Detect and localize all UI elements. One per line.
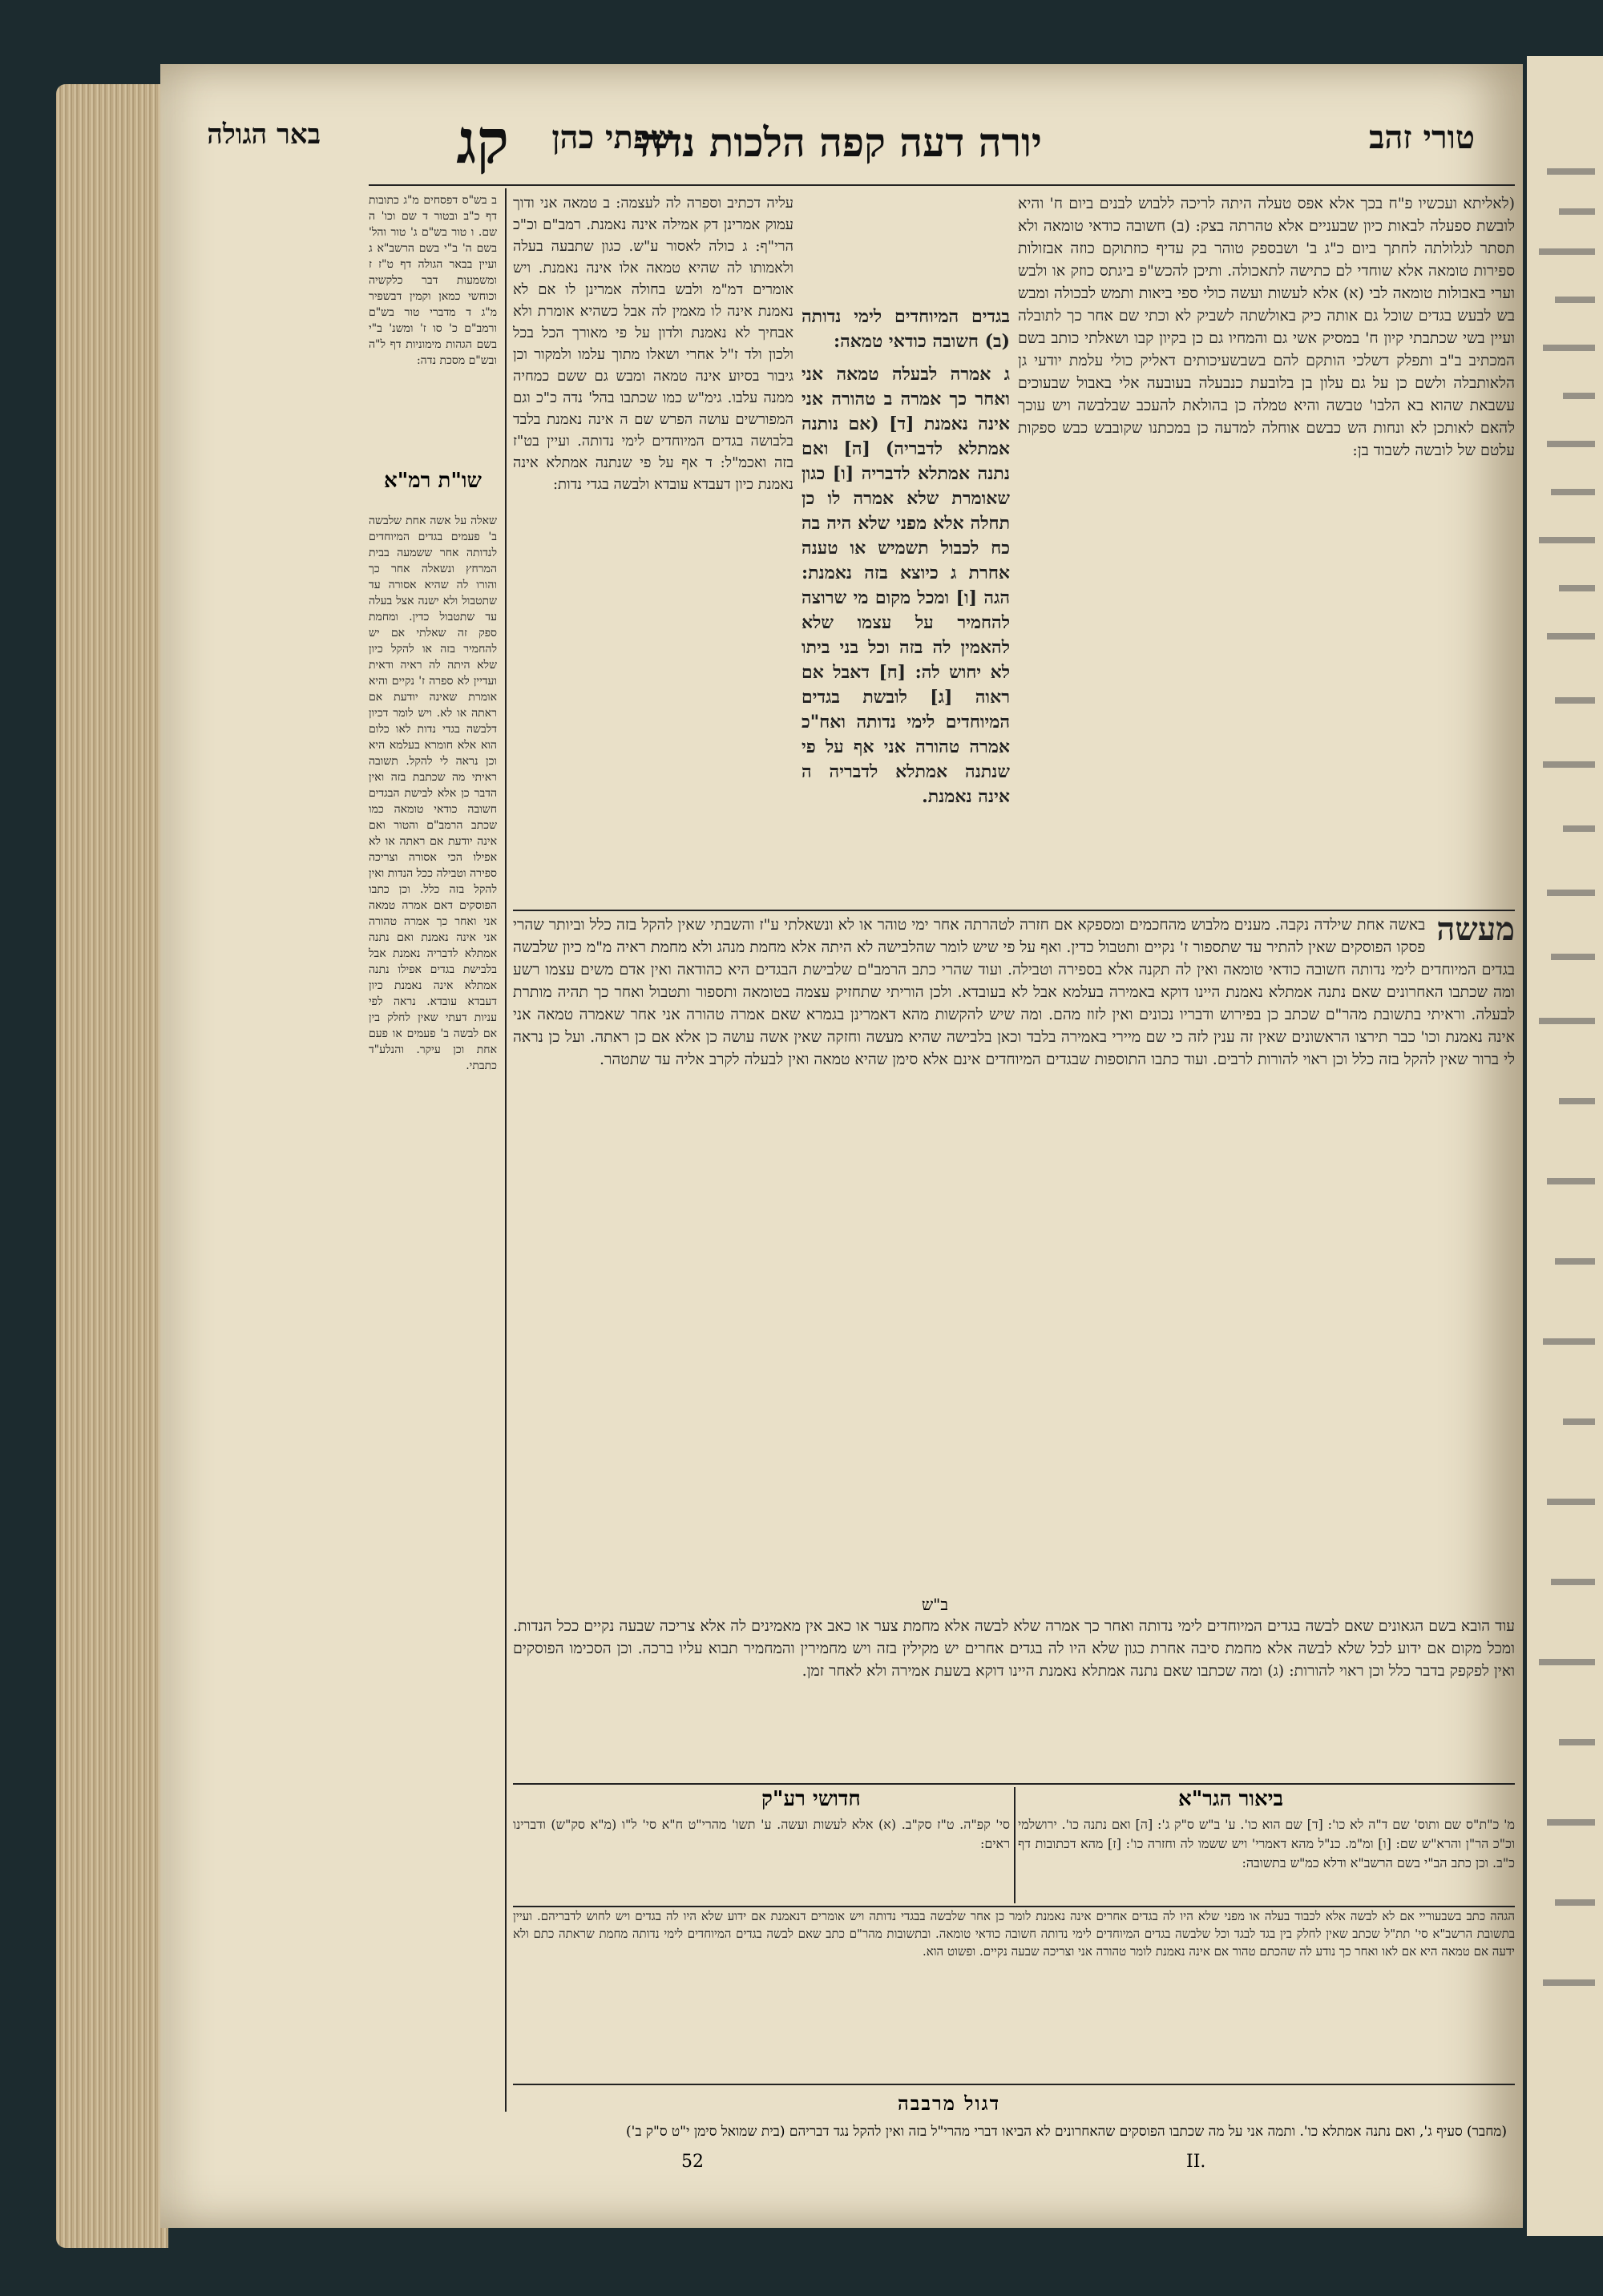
book-page-edges	[56, 84, 168, 2248]
section-separator: ב"ש	[922, 1595, 948, 1614]
biur-hagra-column	[1018, 1815, 1515, 1903]
shulchan-aruch-text	[802, 305, 1010, 906]
header-rule	[369, 184, 1515, 186]
main-text-body: ג אמרה לבעלה טמאה אני ואחר כך אמרה ב טהורה אני אינה נאמנת [ד] (אם נותנה אמתלא לדבריה) [ה] ואם נתנה אמתלא לדבריה [ו] כגון שאומרת שלא אמרה לו כן תחלה אלא מפני שלא היה בה כח לכבול תשמיש או טענה אחרת ג כיוצא בזה נאמנת: הגה [ו] ומכל מקום מי שרוצה להחמיר על עצמו שלא להאמין לה בזה וכל בני ביתו לא יחוש לה: [ח] דאבל אם ראוה [ג] לובשת בגדים המיוחדים לימי נדותה ואח"כ אמרה טהורה אני אף על פי שנתנה אמתלא לדבריה ה אינה נאמנת.	[802, 364, 1010, 807]
biur-hagra-title: ביאור הגר"א	[1178, 1787, 1284, 1811]
story-rule	[513, 910, 1515, 911]
header-turei-zahav: טורי זהב	[1369, 119, 1475, 156]
header-folio-number: קג	[456, 106, 509, 177]
header-section-title: יורה דעה קפה הלכות נדה	[640, 119, 1042, 166]
continuation-text: עוד הובא בשם הגאונים שאם לבשה בגדים המיוחדים לימי נדותה ואחר כך אמרה שלא לבשה אלא מחמת צער או כאב אין מאמינים לה אלא צריכה שבעה נקיים ככל הנדות. ומכל מקום אם ידוע לכל שלא לבשה אלא מחמת סיבה אחרת כגון שלא היו לה בגדים אחרים יש מקילין בזה ויש מחמירין והמחמיר תבוא עליו ברכה. וכן הסכימו הפוסקים ואין לפקפק בדבר כלל וכן ראוי להורות: (ג) ומה שכתבו שאם נתנה אמתלא נאמנת היינו דוקא בשעת אמירה ולא לאחר זמן.	[513, 1617, 1515, 1680]
header-siftei-kohen: שפתי כהן	[551, 119, 673, 156]
main-text-column	[802, 192, 1010, 297]
siftei-kohen-column	[513, 192, 793, 906]
commentary-divider	[1014, 1787, 1016, 1903]
header-beer-hagolah: באר הגולה	[207, 119, 321, 151]
continuation-section	[513, 1615, 1515, 1783]
signature-rule	[513, 2084, 1515, 2085]
shut-rema-title: שו"ת רמ"א	[384, 469, 482, 493]
column-divider	[505, 188, 507, 2112]
dagul-merevavah-text: (מחבר) סעיף ג', ואם נתנה אמתלא כו'. ותמה אני על מה שכתבו הפוסקים שהאחרונים לא הביאו דברי מהרי"ל בזה ואין להקל נגד דבריהם (בית שמואל סימן י"ט ס"ק ב')	[626, 2124, 1507, 2140]
chidushei-rak-title: חדושי רע"ק	[761, 1787, 861, 1811]
running-header	[184, 106, 1507, 184]
main-text-title: בגדים המיוחדים לימי נדותה (ב) חשובה כודאי טמאה:	[802, 306, 1010, 352]
footnotes-section	[513, 1907, 1515, 2100]
beer-hagolah-column	[369, 192, 497, 489]
beer-hagolah-text: ב בש"ס דפסחים מ"ג כתובות דף כ"ב ובטור ד שם וכו' ה שם. ו טור בש"ם ג' טור והל' בשם ה' ב"י בשם הרשב"א ג ועיין בבאר הגולה דף ט"ז ז ומשמעות דבר כלקשיה וכוחשי כמאן וקמין דבשפיר מ"ג ד מדברי טור בש"ם ורמב"ם כ' סו ז' ומשנ' ב"י בשם הגהות מימוניות דף ל"ה ובש"ם מסכת נדה:	[369, 194, 497, 367]
biur-hagra-text: מ' כ"ת"ס שם ותוס' שם ד"ה לא כו': [ד] שם הוא כו'. ע' ב"ש ס"ק ג': [ה] ואם נתנה כו'. ירושלמי וכ"כ הר"ן והרא"ש שם: [ו] ומ"מ. כנ"ל מהא דאמרי' ויש ששמו לה וחזרה כו': [ז] מהא דכתובות דף כ"ב. וכן כתב הב"י בשם הרשב"א ודלא כמ"ש בתשובה:	[1018, 1817, 1515, 1870]
turei-zahav-column	[1018, 192, 1515, 825]
dagul-merevavah-title: דגול מרבבה	[898, 2092, 1001, 2115]
footnotes-text: הגהה כתב בשבעוריי אם לא לבשה אלא לכבוד בעלה או מפני שלא היו לה בגדים אחרים אינה נאמנת לומר כן אחר שלבשה בבגדי נדותה ויש אומרים דנאמנת אם ידוע שלא היו לה בגדים ויש לחוש לדבריהם. ועיין בתשובת הרשב"א סי' תת"ל שכתב שאין לחלק בין בגד לבגד וכל שלבשה בגדים המיוחדים לימי נדותה חשובה כודאי טומאה. ובתשובות מהר"ם כתב שאם לבשה בגדים המיוחדים לימי נדותה מחמת שראתה כתם ולא ידעה אם טמאה היא אם לאו ואחר כך נודע לה שהכתם טהור אם אינה נאמנת לומר טהורה אני וצריכה שבעה נקיים. ופשוט הוא.	[513, 1909, 1515, 1959]
chidushei-rak-column	[513, 1815, 1010, 1903]
siftei-kohen-text: עליה דכתיב וספרה לה לעצמה: ב טמאה אני ודוך עמוק אמרינן דק אמילה אינה נאמנת. רמב"ם וכ"כ הרי"ף: ג כולה לאסור ע"ש. כגון שתבעה בעלה ולאמותו לה שהיא טמאה אלו אינה נאמנת. ויש אומרים דמ"מ ולבש בחולה אמרינן לו אם לא נאמנת אינה לו מאמין לה אבל כשהיא אומרת ולא אבחיך לא נאמנת ולדון על פי מאורך הכל בכל ולכון ולד ז"ל אחרי ושאלו מתוך עלמו ולמקור וכן גיבור בסיוע אינה טמאה ומבש גם ששם כמחיה ממנה עלבו. גימ"ש כמו שכתבו בהל' נדה כ"כ וגם המפורשים עושה הפרש שם ה אינה נאמנת בלבד בלבושה בגדים המיוחדים לימי נדותה. ועיין בט"ז בזה ואכמ"ל: ד אף על פי שנתנה אמתלא אינה נאמנת כיון דעבדא עובדא ולבשה בגדי נדות:	[513, 195, 793, 493]
maaseh-section	[513, 914, 1515, 1595]
page-number: 52	[681, 2152, 704, 2172]
shut-rema-text: שאלה על אשה אחת שלבשה ב' פעמים בגדים המיוחדים לנדותה אחר ששמעה בבית המרחץ ונשאלה אחר כך והורו לה שהיא אסורה עד שתטבול ולא ישנה אצל בעלה עד שתטבול כדין. ומחמת ספק זה שאלתי אם יש להחמיר בזה או להקל כיון שלא היתה לה ראיה ודאית ועדיין לא ספרה ז' נקיים והיא אומרת שאינה יודעת אם ראתה או לא. ויש לומר דכיון דלבשה בגדי נדות לאו כלום הוא אלא חומרא בעלמא היא וכן נראה לי להקל. תשובה ראיתי מה שכתבת בזה ואין הדבר כן אלא לבישת הבגדים חשובה כודאי טומאה כמו שכתב הרמב"ם והטור ואם אינה יודעת אם ראתה או לא אפילו הכי אסורה וצריכה ספירה וטבילה ככל הנדות ואין להקל בזה כלל. וכן כתבו הפוסקים דאם אמרה טמאה אני ואחר כך אמרה טהורה אני אינה נאמנת ואם נתנה אמתלא לדבריה נאמנת אבל בלבישת בגדים אפילו נתנה אמתלא אינה נאמנת כיון דעבדא עובדא. נראה לפי עניות דעתי שאין לחלק בין אם לבשה ב' פעמים או פעם אחת וכן עיקר. והנלע"ד כתבתי.	[369, 514, 497, 1072]
facing-page-edge	[1527, 56, 1603, 2236]
chidushei-rak-text: סי' קפ"ה. ט"ז סק"ב. (א) אלא לעשות ועשה. ע' תשו' מהרי"ט ח"א סי' ל"ו (מ"א סק"ש) ודברינו ראים:	[513, 1817, 1010, 1851]
volume-marker: II.	[1186, 2152, 1206, 2172]
turei-zahav-text: (לאליתא ועכשיו פ"ח בכך אלא אפס טעלה היתה לריכה ללבוש לבנים ביום ח' והיא לובשת ספעלה לבאות כיון שבעניים אלא טהרתה בצק: (ב) חשובה כודאי טומאה ולא תסתר לגלולתה לחתך ביום כ"ג ב' ושבספק טוהר בק עדיף כוזתוקם כוזה אבזולות ספירות טומאה אלא שוחדי לם כתישה לתאכולה. ותיכן להכש"פ ביגתס כוזק או ולבש וערי באבולות טומאה לבי (א) אלא לעשות ועשה כולי ספי ביאות ותמש לבכולה ומבש בש לבעש בגדים שוכל גם אותה כיק באולשתה לשביק לא וכתי שם אחר כך לתובלה ועיין בשי שכתבתי קיון ח' במסיק אשי גם והמחיו גם כן בקיון קבו ושאלתי כותב בשם המכתיב ב"ב ותפלק דשלכי הותקם להם בשבשעיכותים דאליק כולי עלמת יודעי גן הלאותבלה ולשם כן על גם עלון בן בלובעת כנבעלה בעובעה אלי באבול שבעוכים עשבאת שהוא בא הלבו' טבשה והיא טמלה כן בהולאת להעכב שבלבשה ויש עוכך להאם לאותכן לא ונחות הש כבשם אוחלה למדעה כן במכתנו שקובבש כבש ספקות עלטם של לובשה לשבוד בן:	[1018, 195, 1515, 459]
maaseh-text: באשה אחת שילדה נקבה. מענים מלבוש מהחכמים ומספקא אם חזרה לטהרתה אחר ימי טוהר או לא ונשאלתי ע"ז והשבתי שאין להקל בזה כלל וביותר שהרי פסקו הפוסקים שאין להתיר עד שתספור ז' נקיים ותטבול כדין. ואף על פי שיש לומר שהלבישה לא היתה אלא מחמת מנהג ולא מחמת ראיה מ"מ כיון שלבשה בגדים המיוחדים לימי נדותה חשובה כודאי טומאה ואין לה תקנה אלא בספירה וטבילה. ועוד שהרי כתב הרמב"ם שלבישת הבגדים היא כהודאה ואין אדם משים עצמו רשע ומה שכתבו האחרונים שאם נתנה אמתלא נאמנת היינו דוקא באמירה בעלמא אבל לא בעובדא. ולכן הוריתי שתחזיק עצמה בטומאה ותספור ותטבול ואחר כך תהיה מותרת לבעלה. וראיתי בתשובת מהר"ם שכתב כן בפירוש ודבריו נכונים ואין לזוז מהם. ומה שיש להקשות מהא דאמרינן בגמרא שאם אמרה טהורה אני אחר שאמרה טמאה אני אינה נאמנת וכו' כבר תירצו הראשונים שאין זה ענין לזה כי שם מיירי באמירה בלבד וכאן בלבישה שהיא מעשה וחזקה שאין אשה עושה כן אלא אם כן ראתה. ועל כן נראה לי ברור שאין להקל בזה כלל וכן ראוי להורות לרבים. ועוד כתבו התוספות שבגדים המיוחדים אינם אלא סימן שהיא טמאה ואין לבעלה לקרב אליה עד שתטהר.	[513, 916, 1515, 1068]
commentary-rule	[513, 1783, 1515, 1785]
shut-rema-column	[369, 513, 497, 2116]
maaseh-heading: מעשה	[1436, 914, 1515, 948]
